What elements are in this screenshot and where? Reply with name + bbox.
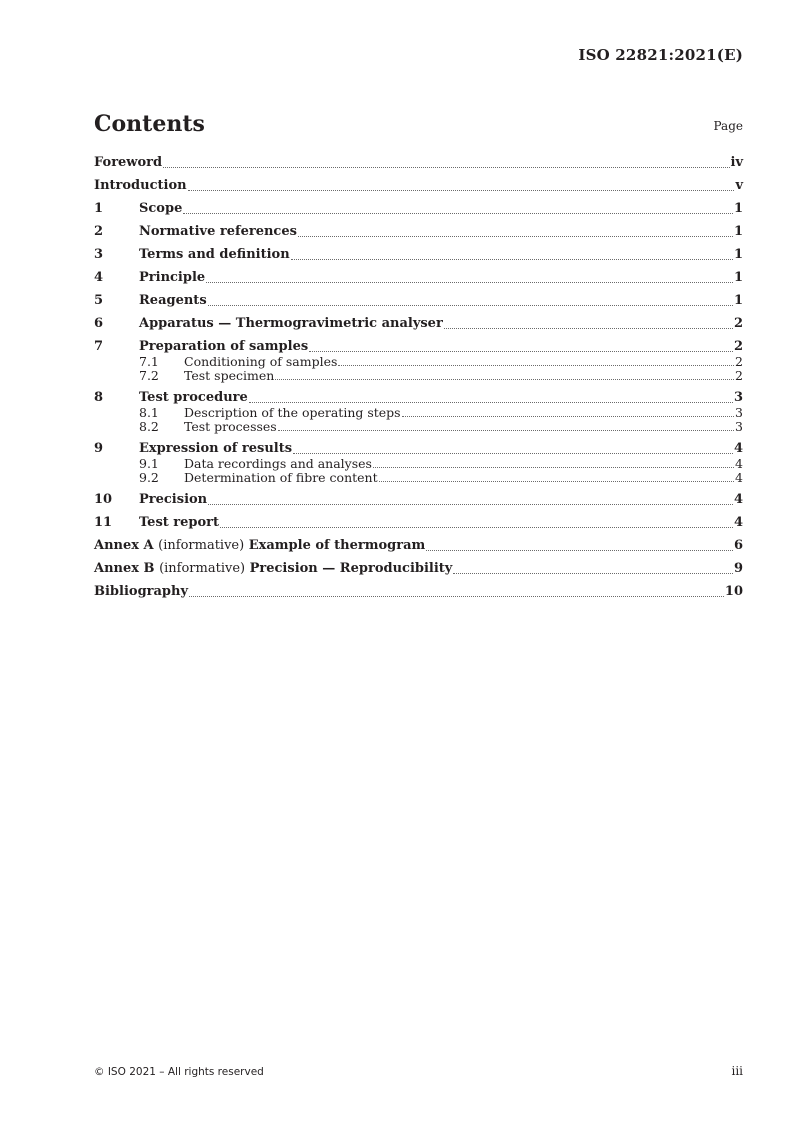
dot-leader bbox=[206, 282, 733, 283]
toc-page: 2 bbox=[733, 316, 743, 331]
contents-heading: Contents bbox=[94, 111, 205, 137]
dot-leader bbox=[249, 402, 733, 403]
dot-leader bbox=[373, 467, 734, 468]
dot-leader bbox=[208, 305, 733, 306]
toc-entry-conditioning-of-samples[interactable] bbox=[94, 355, 743, 369]
annex-info: (informative) bbox=[159, 561, 246, 576]
toc-title: Determination of fibre content bbox=[184, 470, 378, 485]
dot-leader bbox=[275, 379, 734, 380]
dot-leader bbox=[163, 167, 729, 168]
dot-leader bbox=[183, 213, 733, 214]
dot-leader bbox=[444, 328, 733, 329]
toc-entry-annex-a[interactable] bbox=[94, 538, 743, 554]
toc-title: Introduction bbox=[94, 178, 187, 193]
dot-leader bbox=[208, 504, 733, 505]
toc-number: 9 bbox=[94, 441, 104, 456]
dot-leader bbox=[379, 481, 734, 482]
toc-page: 1 bbox=[733, 247, 743, 262]
toc-entry-fibre-content[interactable] bbox=[94, 471, 743, 485]
toc-number: 3 bbox=[94, 247, 104, 262]
toc-number: 8 bbox=[94, 390, 104, 405]
toc-entry-test-report[interactable] bbox=[94, 515, 743, 531]
toc-title: Test report bbox=[139, 515, 220, 530]
page-column-label: Page bbox=[713, 119, 743, 133]
toc-title: Terms and definition bbox=[139, 247, 290, 262]
toc-title: Precision bbox=[139, 492, 208, 507]
toc-entry-foreword[interactable] bbox=[94, 155, 743, 171]
document-id: ISO 22821:2021(E) bbox=[578, 46, 743, 64]
toc-title bbox=[94, 561, 452, 577]
toc-title: Principle bbox=[139, 270, 206, 285]
toc-entry-data-recordings[interactable] bbox=[94, 457, 743, 471]
toc-number: 9.1 bbox=[139, 456, 159, 471]
annex-title: Example of thermogram bbox=[248, 538, 426, 553]
toc-entry-precision[interactable] bbox=[94, 492, 743, 508]
dot-leader bbox=[338, 365, 734, 366]
toc-title bbox=[94, 538, 425, 554]
toc-title: Apparatus — Thermogravimetric analyser bbox=[139, 316, 443, 331]
toc-entry-introduction[interactable] bbox=[94, 178, 743, 194]
dot-leader bbox=[426, 550, 733, 551]
toc-title: Foreword bbox=[94, 155, 163, 170]
toc-page: 4 bbox=[735, 456, 743, 471]
toc-number: 2 bbox=[94, 224, 104, 239]
annex-title: Precision — Reproducibility bbox=[249, 561, 453, 576]
toc-title: Normative references bbox=[139, 224, 297, 239]
toc-title: Data recordings and analyses bbox=[184, 456, 372, 471]
toc-title: Preparation of samples bbox=[139, 339, 309, 354]
annex-info: (informative) bbox=[158, 538, 245, 553]
toc-entry-expression-of-results[interactable] bbox=[94, 441, 743, 457]
page-number: iii bbox=[731, 1064, 743, 1078]
copyright-notice: © ISO 2021 – All rights reserved bbox=[94, 1066, 264, 1078]
toc-page: 1 bbox=[733, 224, 743, 239]
toc-number: 7.1 bbox=[139, 354, 159, 369]
toc-page: 10 bbox=[724, 584, 743, 599]
dot-leader bbox=[220, 527, 733, 528]
toc-entry-normative-references[interactable] bbox=[94, 224, 743, 240]
toc-title: Description of the operating steps bbox=[184, 405, 401, 420]
dot-leader bbox=[298, 236, 733, 237]
toc-page: 2 bbox=[735, 354, 743, 369]
toc-number: 10 bbox=[94, 492, 113, 507]
toc-title: Reagents bbox=[139, 293, 207, 308]
toc-number: 8.2 bbox=[139, 419, 159, 434]
toc-entry-terms-and-definition[interactable] bbox=[94, 247, 743, 263]
toc-page: 3 bbox=[735, 405, 743, 420]
toc-number: 9.2 bbox=[139, 470, 159, 485]
dot-leader bbox=[402, 416, 734, 417]
toc-title: Conditioning of samples bbox=[184, 354, 338, 369]
toc-entry-test-processes[interactable] bbox=[94, 420, 743, 434]
dot-leader bbox=[291, 259, 733, 260]
table-of-contents bbox=[94, 155, 743, 600]
toc-page: v bbox=[735, 178, 743, 193]
annex-label: Annex B bbox=[94, 561, 155, 576]
toc-page: 1 bbox=[733, 270, 743, 285]
dot-leader bbox=[309, 351, 733, 352]
dot-leader bbox=[293, 453, 733, 454]
toc-entry-test-specimen[interactable] bbox=[94, 369, 743, 383]
toc-number: 7 bbox=[94, 339, 104, 354]
dot-leader bbox=[278, 430, 734, 431]
toc-page: 4 bbox=[735, 470, 743, 485]
toc-entry-apparatus[interactable] bbox=[94, 316, 743, 332]
toc-page: 4 bbox=[733, 515, 743, 530]
toc-title: Test procedure bbox=[139, 390, 248, 405]
toc-number: 4 bbox=[94, 270, 104, 285]
toc-entry-reagents[interactable] bbox=[94, 293, 743, 309]
toc-entry-operating-steps[interactable] bbox=[94, 406, 743, 420]
toc-number: 8.1 bbox=[139, 405, 159, 420]
annex-label: Annex A bbox=[94, 538, 154, 553]
toc-number: 5 bbox=[94, 293, 104, 308]
toc-page: 2 bbox=[733, 339, 743, 354]
toc-entry-bibliography[interactable] bbox=[94, 584, 743, 600]
toc-entry-test-procedure[interactable] bbox=[94, 390, 743, 406]
toc-page: 4 bbox=[733, 441, 743, 456]
toc-number: 7.2 bbox=[139, 368, 159, 383]
toc-page: 9 bbox=[733, 561, 743, 576]
toc-title: Expression of results bbox=[139, 441, 293, 456]
toc-title: Bibliography bbox=[94, 584, 189, 599]
toc-page: 2 bbox=[735, 368, 743, 383]
toc-number: 6 bbox=[94, 316, 104, 331]
dot-leader bbox=[189, 596, 724, 597]
toc-entry-annex-b[interactable] bbox=[94, 561, 743, 577]
toc-entry-preparation-of-samples[interactable] bbox=[94, 339, 743, 355]
toc-title: Test specimen bbox=[184, 368, 275, 383]
toc-number: 1 bbox=[94, 201, 104, 216]
toc-entry-principle[interactable] bbox=[94, 270, 743, 286]
toc-page: 1 bbox=[733, 293, 743, 308]
toc-page: 4 bbox=[733, 492, 743, 507]
dot-leader bbox=[188, 190, 735, 191]
toc-page: 3 bbox=[733, 390, 743, 405]
toc-page: 1 bbox=[733, 201, 743, 216]
dot-leader bbox=[453, 573, 733, 574]
toc-entry-scope[interactable] bbox=[94, 201, 743, 217]
toc-number: 11 bbox=[94, 515, 113, 530]
toc-title: Scope bbox=[139, 201, 183, 216]
toc-page: 3 bbox=[735, 419, 743, 434]
toc-title: Test processes bbox=[184, 419, 277, 434]
toc-page: iv bbox=[730, 155, 743, 170]
toc-page: 6 bbox=[733, 538, 743, 553]
